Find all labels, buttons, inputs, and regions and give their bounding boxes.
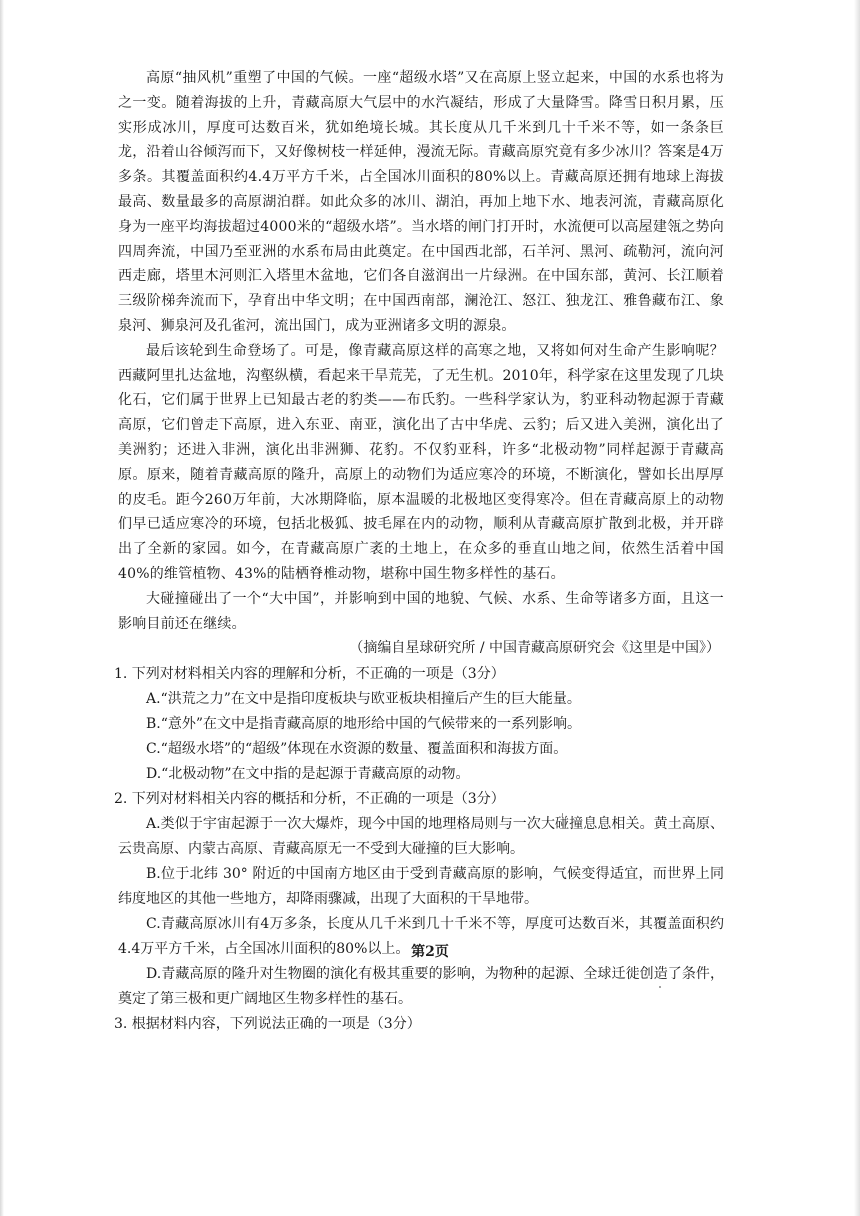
scan-edge-left [0, 0, 4, 1216]
question-stem: 2. 下列对材料相关内容的概括和分析，不正确的一项是（3分） [114, 791, 505, 808]
question-stem: 3. 根据材料内容，下列说法正确的一项是（3分） [114, 1016, 421, 1033]
article-paragraph-water-tower: 高原“抽风机”重塑了中国的气候。一座“超级水塔”又在高原上竖立起来，中国的水系也将为之一变。随着海拔的上升，青藏高原大气层中的水汽凝结，形成了大量降雪。降雪日积月累，压实形成冰川，厚度可达数百米，犹如绝境长城。其长度从几千米到几十千米不等，如一条条巨龙，沿着山谷倾泻而下，又好像树枝一样延伸，漫流无际。青藏高原究竟有多少冰川？答案是4万多条。其覆盖面积约4.4万平方千米，占全国冰川面积的80%以上。青藏高原还拥有地球上海拔最高、数量最多的高原湖泊群。如此众多的冰川、湖泊，再加上地下水、地表河流，青藏高原化身为一座平均海拔超过4000米的“超级水塔”。当水塔的闸门打开时，水流便可以高屋建瓴之势向四周奔流，中国乃至亚洲的水系布局由此奠定。在中国西北部，石羊河、黑河、疏勒河，流向河西走廊，塔里木河则汇入塔里木盆地，它们各自滋润出一片绿洲。在中国东部，黄河、长江顺着三级阶梯奔流而下，孕育出中华文明；在中国西南部，澜沧江、怒江、独龙江、雅鲁藏布江、象泉河、狮泉河及孔雀河，流出国门，成为亚洲诸多文明的源泉。 [118, 70, 724, 334]
article-citation: （摘编自星球研究所 / 中国青藏高原研究会《这里是中国》） [349, 640, 720, 657]
scan-speck [562, 813, 563, 816]
question-stem: 1. 下列对材料相关内容的理解和分析，不正确的一项是（3分） [114, 666, 505, 683]
question-1 [114, 662, 724, 787]
article-paragraph-life: 最后该轮到生命登场了。可是，像青藏高原这样的高寒之地，又将如何对生命产生影响呢？西藏阿里扎达盆地，沟壑纵横，看起来干旱荒芜，了无生机。2010年，科学家在这里发现了几块化石，它们属于世界上已知最古老的豹类——布氏豹。一些科学家认为，豹亚科动物起源于青藏高原，它们曾走下高原，进入东亚、南亚，演化出了古中华虎、云豹；后又进入美洲，演化出了美洲豹；还进入非洲，演化出非洲狮、花豹。不仅豹亚科，许多“北极动物”同样起源于青藏高原。原来，随着青藏高原的隆升，高原上的动物们为适应寒冷的环境，不断演化，譬如长出厚厚的皮毛。距今260万年前，大冰期降临，原本温暖的北极地区变得寒冷。但在青藏高原上的动物们早已适应寒冷的环境，包括北极狐、披毛犀在内的动物，顺利从青藏高原扩散到北极，并开辟出了全新的家园。如今，在青藏高原广袤的土地上，在众多的垂直山地之间，依然生活着中国40%的维管植物、43%的陆栖脊椎动物，堪称中国生物多样性的基石。 [118, 342, 724, 582]
article-body [114, 66, 724, 1037]
question-option-c: C.“超级水塔”的“超级”体现在水资源的数量、覆盖面积和海拔方面。 [146, 741, 568, 758]
question-option-c: C.青藏高原冰川有4万多条，长度从几千米到几十千米不等，厚度可达数百米，其覆盖面积约 4.4万平方千米，占全国冰川面积的80%以上。 [118, 916, 724, 958]
article-paragraph-conclusion: 大碰撞碰出了一个“大中国”，并影响到中国的地貌、气候、水系、生命等诸多方面，且这一影响目前还在继续。 [118, 590, 724, 632]
scan-speck [659, 986, 661, 988]
question-option-a: A.类似于宇宙起源于一次大爆炸，现今中国的地理格局则与一次大碰撞息息相关。黄土高原、云贵高原、内蒙古高原、青藏高原无一不受到大碰撞的巨大影响。 [118, 816, 724, 858]
question-option-b: B.“意外”在文中是指青藏高原的地形给中国的气候带来的一系列影响。 [146, 716, 582, 733]
page-number: 第2页 [411, 944, 449, 960]
question-2 [114, 787, 724, 1012]
scan-edge-right [854, 0, 860, 1216]
questions-section [114, 662, 724, 1037]
question-option-b: B.位于北纬 30° 附近的中国南方地区由于受到青藏高原的影响，气候变得适宜，而世界上同纬度地区的其他一些地方，却降雨骤减，出现了大面积的干旱地带。 [118, 866, 724, 908]
scan-speck [276, 964, 277, 965]
question-3 [114, 1012, 724, 1037]
question-option-d: D.“北极动物”在文中指的是起源于青藏高原的动物。 [146, 766, 470, 783]
question-option-a: A.“洪荒之力”在文中是指印度板块与欧亚板块相撞后产生的巨大能量。 [146, 691, 581, 708]
question-option-d: D.青藏高原的隆升对生物圈的演化有极其重要的影响，为物种的起源、全球迁徙创造了条件，奠定了第三极和更广阔地区生物多样性的基石。 [118, 966, 724, 1008]
